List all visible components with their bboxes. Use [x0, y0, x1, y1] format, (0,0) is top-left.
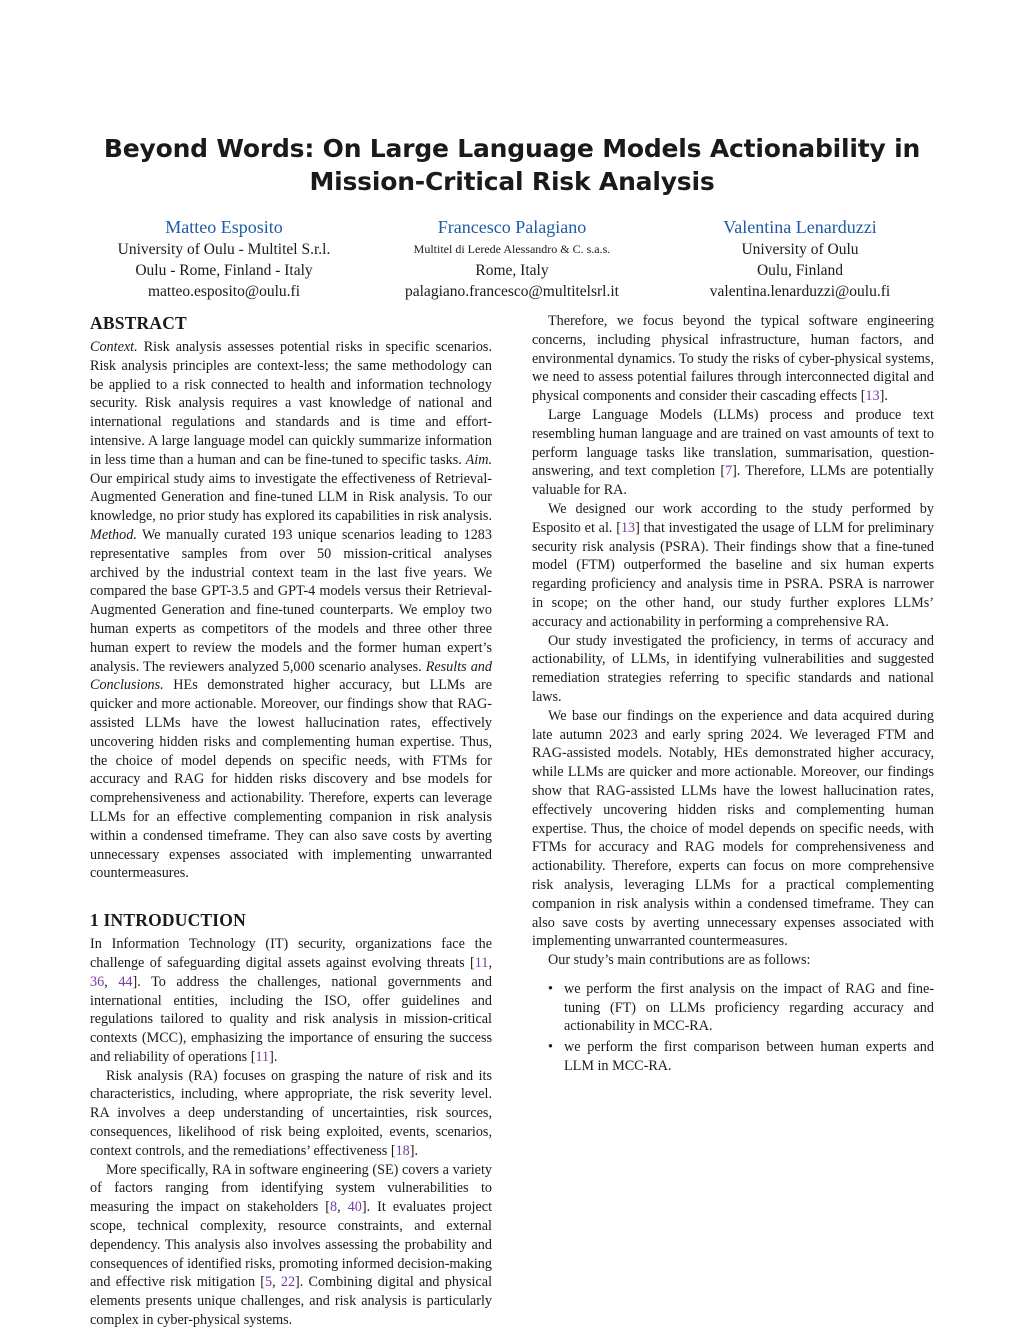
- contributions-list: [532, 980, 934, 1076]
- citation[interactable]: 13: [865, 388, 880, 405]
- intro-p2-text: Risk analysis (RA) focuses on grasping the nature of risk and its characteristics, including, where appropriate, the risk severity level. RA involves a deep understanding of uncertainties, risk sources, consequences, likelihood of risk being exploited, events, scenarios, context controls, and the remediations’ effectiveness [: [90, 1067, 492, 1159]
- intro-paragraph-6: [532, 500, 934, 632]
- intro-p5-text-b: ]. Therefore, LLMs are potentially valuable for RA.: [532, 463, 934, 499]
- aim-text: Our empirical study aims to investigate the effectiveness of Retrieval-Augmented Generation and fine-tuned LLM in Risk analysis. To our knowledge, no prior study has explored its capabilities in risk analysis.: [90, 470, 492, 525]
- results-label: Results and Conclusions.: [90, 658, 492, 694]
- citation[interactable]: 7: [725, 463, 733, 480]
- citation[interactable]: 11: [474, 954, 489, 971]
- right-column: [532, 312, 934, 1078]
- intro-paragraph-2: [90, 1067, 492, 1161]
- aim-label: Aim.: [465, 451, 492, 468]
- contribution-item-2: • we perform the first comparison between human experts and LLM in MCC-RA.: [564, 1038, 934, 1076]
- author-2-affiliation: Multitel di Lerede Alessandro & C. s.a.s.: [413, 242, 611, 256]
- author-3: [656, 215, 944, 302]
- paper-title: [60, 132, 964, 198]
- intro-p5-text-a: Large Language Models (LLMs) process and produce text resembling human language and are trained on vast amounts of text to perform language tasks like translation, summarisation, question-answering, and text completion [: [532, 406, 934, 480]
- title-line-1: Beyond Words: On Large Language Models Actionability in: [103, 134, 921, 163]
- author-2-name[interactable]: Francesco Palagiano: [437, 217, 587, 237]
- author-block: [80, 215, 944, 302]
- citation[interactable]: 18: [395, 1142, 410, 1159]
- intro-p2-end: ].: [409, 1142, 419, 1159]
- author-1-location: Oulu - Rome, Finland - Italy: [135, 262, 313, 279]
- citation[interactable]: 5: [265, 1274, 273, 1291]
- citation[interactable]: 36: [90, 973, 105, 990]
- citation[interactable]: 22: [280, 1274, 296, 1291]
- left-column: [90, 312, 492, 1330]
- intro-p6-text-b: ] that investigated the usage of LLM for preliminary security risk analysis (PSRA). Their findings show that a fine-tuned model (FTM) outperformed the baseline and six human experts regarding proficiency and analysis time in PSRA. PSRA is narrower in scope; on the other hand, our study further explores LLMs’ accuracy and actionability in performing a comprehensive RA.: [532, 519, 935, 630]
- intro-paragraph-8: We base our findings on the experience and data acquired during late autumn 2023 and early spring 2024. We leveraged FTM and RAG-assisted models. Notably, HEs demonstrated higher accuracy, while LLMs are quicker and more actionable. Moreover, our findings show that RAG-assisted LLMs have the lowest hallucination rates, effectively uncovering hidden risks and complementing human expertise. Thus, the choice of model depends on specific needs, with FTMs for accuracy and RAG models for comprehensiveness and actionability. Therefore, experts can focus on more comprehensive risk analysis, leveraging LLMs for a practical complementing companion in risk analysis within a condensed timeframe. They can also save costs by averting unnecessary expenses associated with implementing unwarranted countermeasures.: [532, 707, 934, 950]
- author-2-email: palagiano.francesco@multitelsrl.it: [405, 283, 619, 300]
- intro-p4-end: ].: [879, 388, 888, 405]
- context-text: Risk analysis assesses potential risks in specific scenarios. Risk analysis principles are context-less; the same methodology can be applied to a risk connected to health and information technology security. Risk analysis requires a vast knowledge of national and international regulations and standards and is time and effort-intensive. A large language model can quickly summarize information in less time than a human and can be fine-tuned to specific tasks.: [90, 339, 492, 468]
- introduction-heading: 1 INTRODUCTION: [90, 910, 246, 931]
- author-3-affiliation: University of Oulu: [741, 241, 859, 258]
- author-1: [80, 215, 368, 302]
- author-3-name[interactable]: Valentina Lenarduzzi: [723, 217, 877, 237]
- intro-p1-text-b: ]. To address the challenges, national governments and international entities, including the ISO, offer guidelines and regulations tailored to quality and risk analysis in mission-critical contexts (MCC), emphasizing the importance of ensuring the success and reliability of operations [: [90, 973, 493, 1065]
- citation[interactable]: 8: [329, 1199, 338, 1216]
- intro-p6-text-a: We designed our work according to the study performed by Esposito et al. [: [532, 500, 934, 536]
- intro-p3-text-c: ]. Combining digital and physical elements presents unique challenges, and risk analysis is particularly complex in cyber-physical systems.: [90, 1274, 493, 1329]
- citation[interactable]: 11: [255, 1048, 270, 1065]
- abstract-heading: ABSTRACT: [90, 313, 187, 333]
- citation[interactable]: 13: [620, 519, 636, 536]
- citation[interactable]: 40: [347, 1199, 362, 1216]
- citation[interactable]: 44: [118, 973, 133, 990]
- method-text: We manually curated 193 unique scenarios leading to 1283 representative samples from over 50 mission-critical analyses archived by the industrial context team in the last five years. We compared the base GPT-3.5 and GPT-4 models versus their Retrieval-Augmented Generation and fine-tuned counterparts. We employ two human experts as competitors of the models and three other three human expert to review the models and the former human expert’s analysis. The reviewers analyzed 5,000 scenario analyses.: [90, 526, 492, 675]
- intro-paragraph-7: Our study investigated the proficiency, in terms of accuracy and actionability, of LLMs, in identifying vulnerabilities and suggested remediation strategies referring to specific standards and national laws.: [532, 632, 934, 705]
- author-1-affiliation: University of Oulu - Multitel S.r.l.: [117, 241, 331, 258]
- intro-p3-text-b: ]. It evaluates project scope, technical complexity, resource constraints, and external dependency. This analysis also involves assessing the probability and consequences of identified risks, promoting informed decision-making and effective risk mitigation [: [90, 1199, 493, 1291]
- intro-paragraph-9: Our study’s main contributions are as follows:: [548, 952, 811, 969]
- abstract-text: [90, 338, 492, 883]
- intro-paragraph-3: More specifically, RA in software engineering (SE) covers a variety of factors ranging from identifying system vulnerabilities to measuring the impact on stakeholders [8, 40]. It evaluates project scope, technical complexity, resource constraints, and external dependency. This analysis also involves assessing the probability and consequences of identified risks, promoting informed decision-making and effective risk mitigation [5, 22]. Combining digital and physical elements presents unique challenges, and risk analysis is particularly complex in cyber-physical systems.: [90, 1161, 493, 1329]
- intro-p1-text-a: In Information Technology (IT) security, organizations face the challenge of safeguarding digital assets against evolving threats [: [90, 936, 492, 971]
- title-line-2: Mission-Critical Risk Analysis: [309, 167, 715, 196]
- author-2: [368, 215, 656, 302]
- author-3-email: valentina.lenarduzzi@oulu.fi: [709, 283, 891, 300]
- context-label: Context.: [90, 339, 138, 355]
- intro-p4-text: Therefore, we focus beyond the typical software engineering concerns, including physical infrastructure, human factors, and environmental dynamics. To study the risks of cyber-physical systems, we need to assess potential failures through interconnected digital and physical components and consider their cascading effects [: [532, 313, 934, 405]
- author-2-location: Rome, Italy: [475, 262, 549, 279]
- method-label: Method.: [90, 526, 137, 543]
- intro-paragraph-4: [532, 312, 934, 406]
- intro-p1-end: ].: [269, 1048, 278, 1065]
- intro-paragraph-5: [532, 406, 934, 500]
- intro-p3-text-a: More specifically, RA in software engineering (SE) covers a variety of factors ranging from identifying system vulnerabilities to measuring the impact on stakeholders [: [90, 1161, 492, 1216]
- results-text: HEs demonstrated higher accuracy, but LLMs are quicker and more actionable. Moreover, our findings show that RAG-assisted LLMs have the lowest hallucination rates, effectively uncovering hidden risks and complementing human expertise. Thus, the choice of model depends on specific needs, with FTMs for accuracy and RAG for hidden risks discovery and bse models for comprehensiveness and actionability. Therefore, experts can leverage LLMs for an effective complementing companion in risk analysis within a condensed timeframe. They can also save costs by averting unnecessary expenses associated with implementing unwarranted countermeasures.: [90, 677, 492, 882]
- author-3-location: Oulu, Finland: [756, 262, 844, 279]
- contribution-item-1: • we perform the first analysis on the impact of RAG and fine-tuning (FT) on LLMs proficiency regarding accuracy and actionability in MCC-RA.: [564, 980, 934, 1036]
- author-1-name[interactable]: Matteo Esposito: [165, 217, 283, 237]
- intro-paragraph-1: In Information Technology (IT) security, organizations face the challenge of safeguarding digital assets against evolving threats [11, 36, 44]. To address the challenges, national governments and international entities, including the ISO, offer guidelines and regulations tailored to quality and risk analysis in mission-critical contexts (MCC), emphasizing the importance of ensuring the success and reliability of operations [11].: [90, 936, 493, 1065]
- author-1-email: matteo.esposito@oulu.fi: [147, 283, 301, 300]
